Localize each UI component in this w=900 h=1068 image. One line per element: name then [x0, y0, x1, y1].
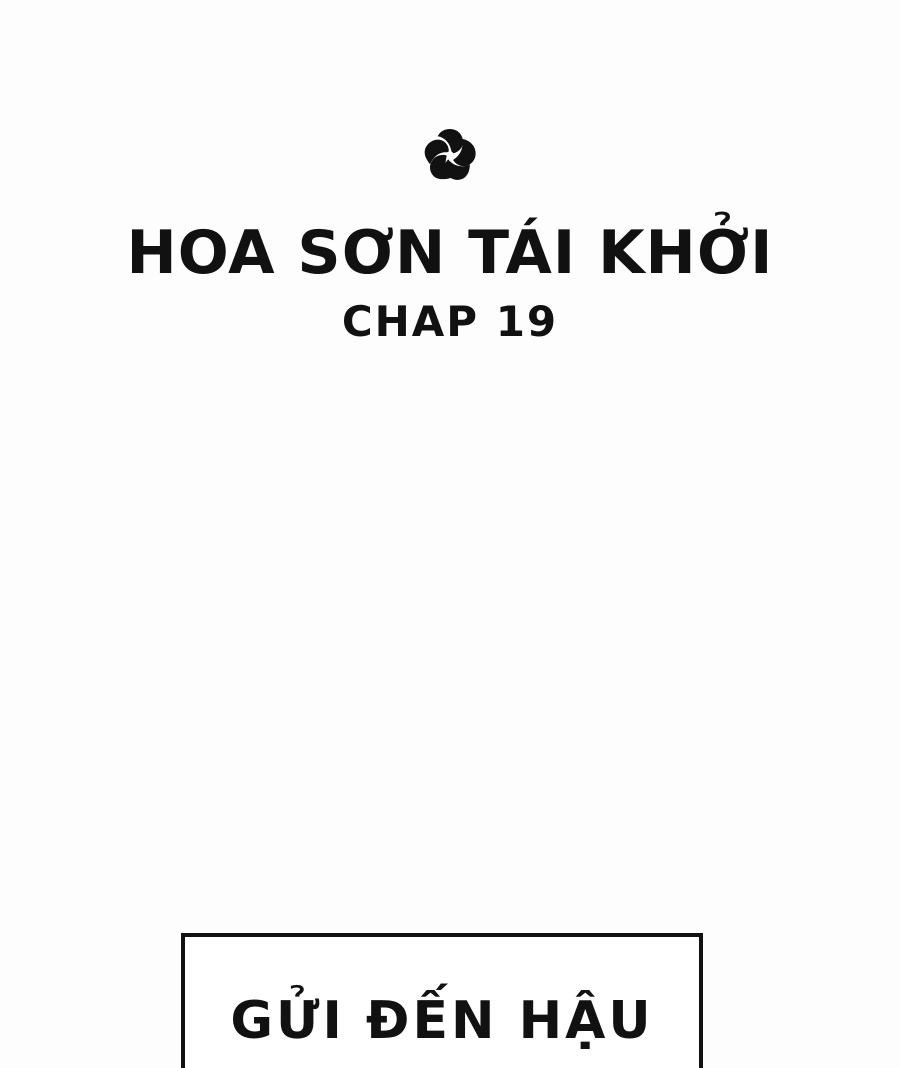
chapter-label: CHAP 19 [341, 297, 559, 346]
panel-caption: GỬI ĐẾN HẬU [230, 991, 654, 1051]
plum-blossom-emblem-icon [417, 124, 483, 186]
title-block [0, 218, 900, 346]
series-title: HOA SƠN TÁI KHỞI [126, 218, 774, 288]
emblem-container [0, 124, 900, 186]
comic-panel [181, 933, 703, 1068]
